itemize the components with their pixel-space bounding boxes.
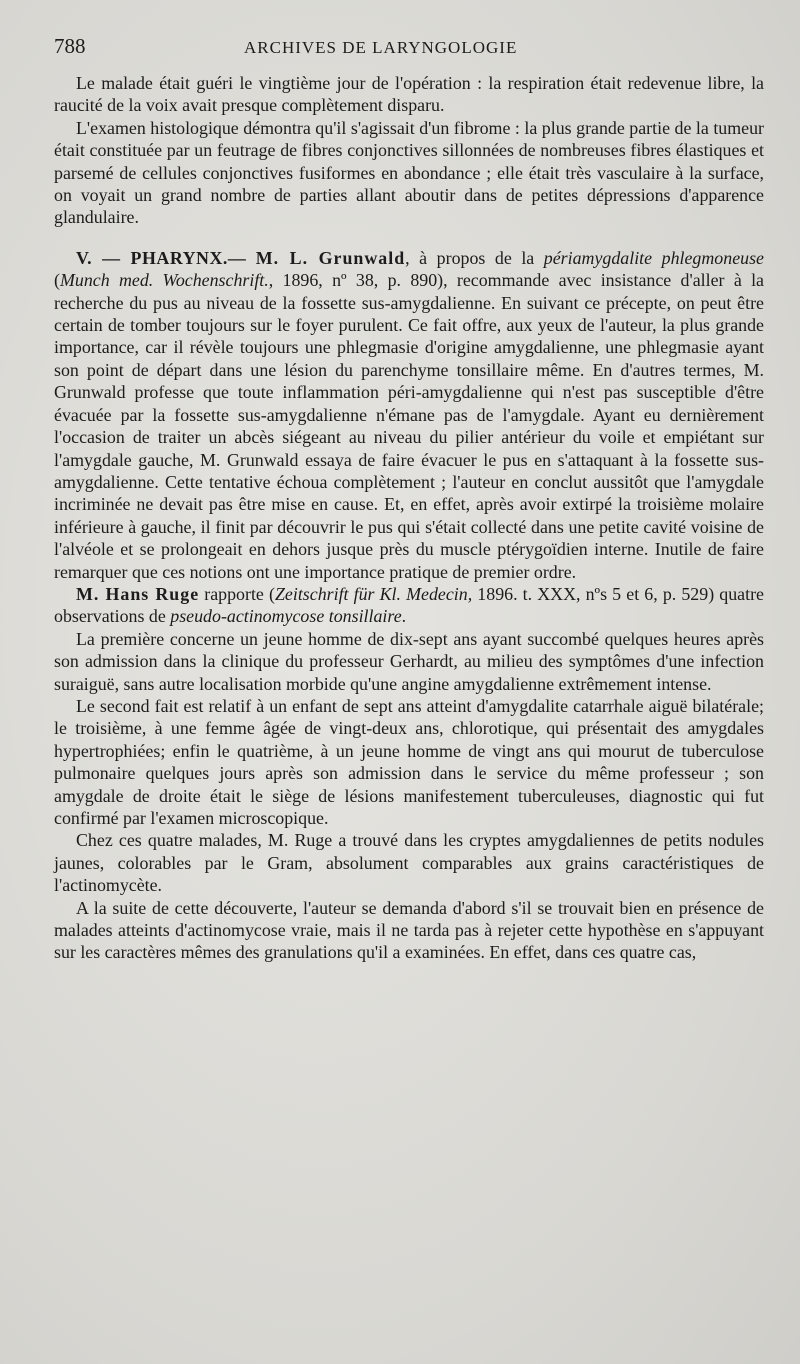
author-name: M. Hans Ruge	[76, 583, 200, 604]
page-header	[54, 34, 764, 64]
paragraph-histology: L'examen histologique démontra qu'il s'agissait d'un fibrome : la plus grande partie de la tumeur était constituée par un feutrage de fibres conjonctives sillonnées de nombreuses fibres élastiques et parsemé de cellules conjonctives fusiformes en abondance ; elle était très vasculaire à la surface, on voyait un grand nombre de parties allant aboutir dans de petites dépressions d'apparence glandulaire.	[54, 117, 764, 228]
paragraph-recovery: Le malade était guéri le vingtième jour de l'opération : la respiration était redevenue libre, la raucité de la voix avait presque complètement disparu.	[54, 73, 764, 116]
paragraph-grunwald	[54, 247, 764, 583]
paragraph-ruge	[54, 583, 764, 628]
paragraph-other-cases: Le second fait est relatif à un enfant de sept ans atteint d'amygdalite catarrhale aiguë bilatérale; le troisième, à une femme âgée de vingt-deux ans, chlorotique, qui présentait des amygdales hypertrophiées; enfin le quatrième, à un jeune homme de vingt ans qui mourut de tuberculose pulmonaire quelques jours après son admission dans le service du même professeur ; son amygdale de droite était le siège de lésions manifestement tuberculeuses, diagnostic qui fut confirmé par l'examen microscopique.	[54, 695, 764, 828]
text-run: , 1896, nº 38, p. 890), recommande avec insistance d'aller à la recherche du pus au niveau de la fossette sus-amygdalienne. En suivant ce précepte, on peut être certain de tomber toujours sur le foyer purulent. Ce fait offre, aux yeux de l'auteur, la plus grande importance, car il révèle toujours une phlegmasie d'origine amygdalienne, une phlegmasie ayant son point de départ dans une lésion du parenchyme tonsillaire même. En d'autres termes, M. Grunwald professe que toute inflammation péri-amygdalienne qui n'est pas susceptible d'être évacuée par la fossette sus-amygdalienne n'émane pas de l'amygdale. Ayant eu dernièrement l'occasion de traiter un abcès siégeant au niveau du pilier antérieur du voile et empiétant sur l'amygdale gauche, M. Grunwald essaya de faire évacuer le pus en s'attaquant à la fossette sus-amygdalienne. Cette tentative échoua complètement ; l'auteur en conclut aussitôt que l'amygdale incriminée ne devait pas être mise en cause. Et, en effet, après avoir extirpé la troisième molaire inférieure à gauche, il finit par découvrir le pus qui s'était collecté dans une petite cavité voisine de l'alvéole et se prolongeait en dehors jusque près du muscle ptérygoïdien interne. Inutile de faire remarquer que ces notions ont une importance pratique de premier ordre.	[54, 270, 764, 582]
section-heading: V. — PHARYNX.—	[76, 247, 247, 268]
body-text	[54, 72, 764, 964]
journal-name: Zeitschrift für Kl. Medecin,	[274, 583, 473, 604]
section-gap	[54, 229, 764, 247]
topic-title: périamygdalite phlegmoneuse	[543, 247, 764, 268]
paragraph-first-case: La première concerne un jeune homme de dix-sept ans ayant succombé quelques heures après son admission dans la clinique du professeur Gerhardt, au milieu des symptômes d'une infection suraiguë, sans autre localisation morbide qu'une angine amygdalienne extrêmement intense.	[54, 628, 764, 694]
author-name: M. L. Grunwald	[255, 247, 406, 268]
page-number: 788	[54, 34, 86, 58]
text-run: (	[54, 270, 60, 291]
text-run: .	[401, 606, 407, 627]
text-run: 1896. t. XXX, nºs 5 et 6, p. 529) quatre observations de	[54, 583, 764, 627]
text-run: rapporte (	[199, 583, 275, 604]
running-head: ARCHIVES DE LARYNGOLOGIE	[244, 38, 518, 57]
topic-title: pseudo-actinomycose tonsillaire	[170, 606, 402, 627]
paragraph-hypothesis: A la suite de cette découverte, l'auteur se demanda d'abord s'il se trouvait bien en présence de malades atteints d'actinomycose vraie, mais il ne tarda pas à rejeter cette hypothèse en s'appuyant sur les caractères mêmes des granulations qu'il a examinées. En effet, dans ces quatre cas,	[54, 897, 764, 963]
paragraph-nodules: Chez ces quatre malades, M. Ruge a trouvé dans les cryptes amygdaliennes de petits nodules jaunes, colorables par le Gram, absolument comparables aux grains caractéristiques de l'actinomycète.	[54, 830, 764, 896]
text-run: , à propos de la	[405, 247, 544, 268]
journal-name: Munch med. Wochenschrift.	[59, 270, 269, 291]
